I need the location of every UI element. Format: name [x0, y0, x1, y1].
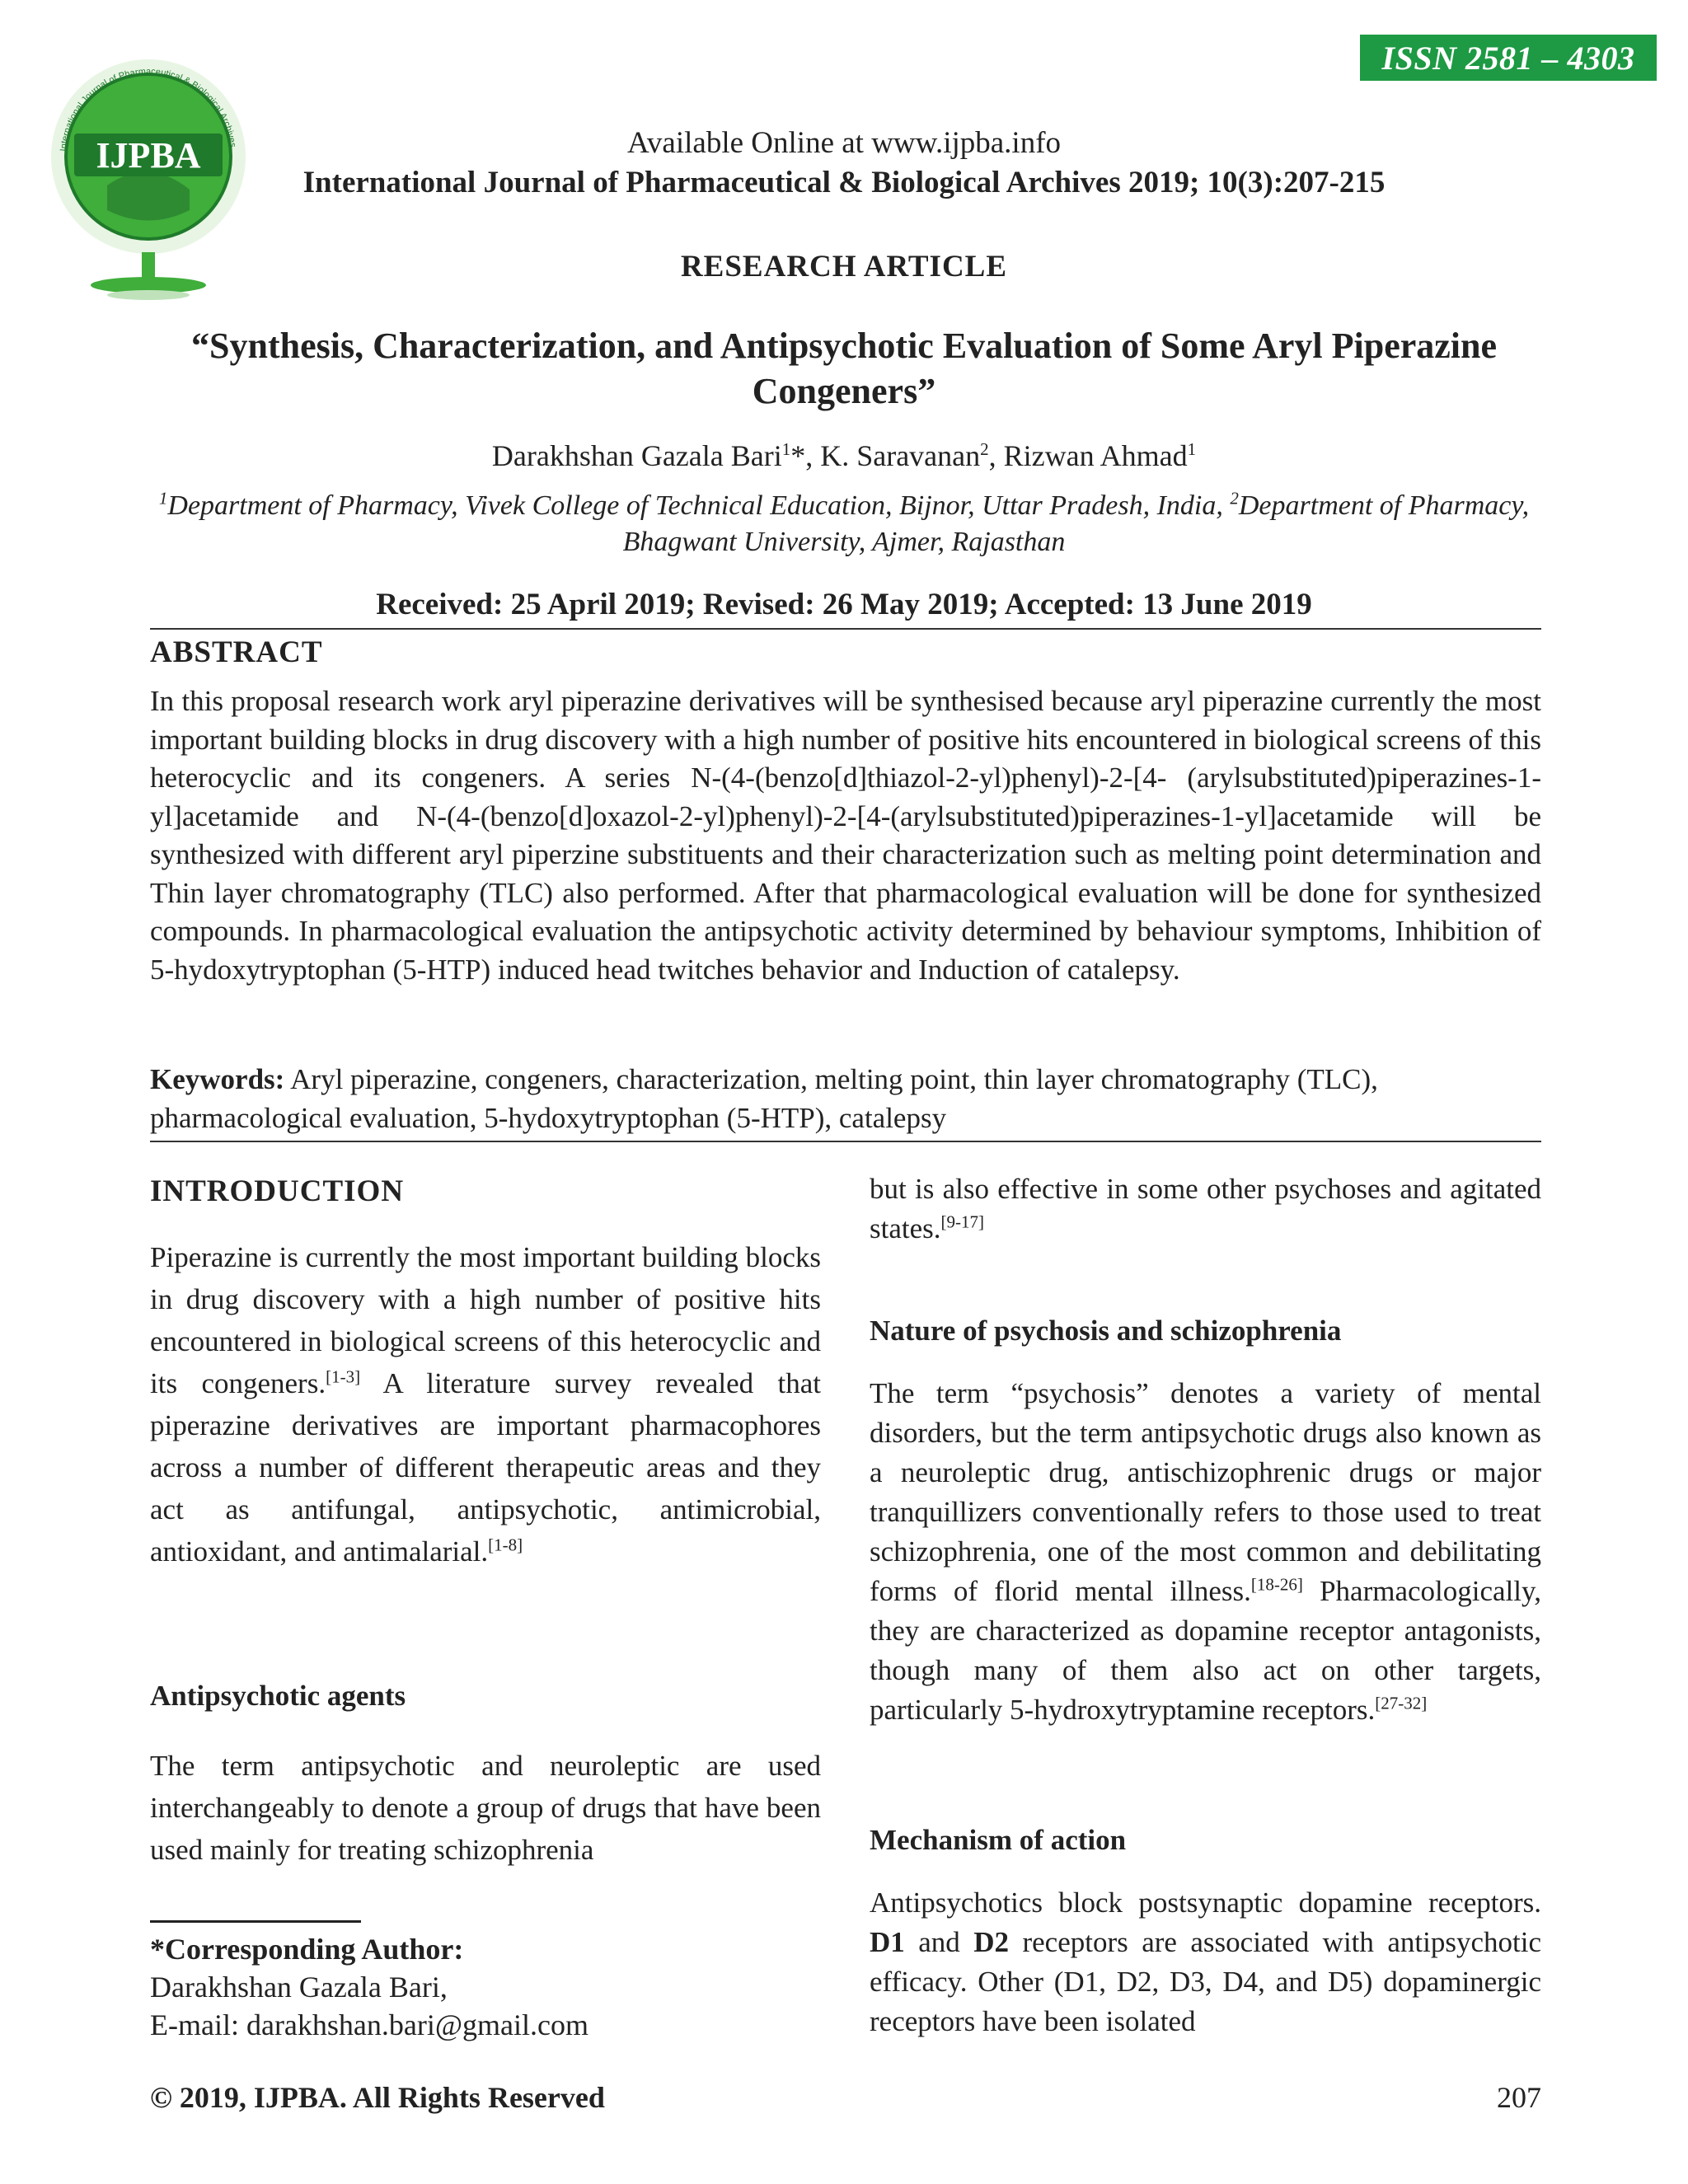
affiliation-1: Department of Pharmacy, Vivek College of Technical Education, Bijnor, Uttar Pradesh, India,: [167, 490, 1231, 521]
introduction-paragraph: Piperazine is currently the most important building blocks in drug discovery with a high number of positive hits encountered in biological screens of this heterocyclic and its congeners.[1-3] A literature survey revealed that piperazine derivatives are important pharmacophores across a number of different therapeutic areas and they act as antifungal, antipsychotic, antimicrobial, antioxidant, and antimalarial.[1-8]: [150, 1241, 821, 1568]
corresponding-author-label: *Corresponding Author:: [150, 1933, 464, 1966]
antipsychotic-agents-continued: but is also effective in some other psychoses and agitated states.[9-17]: [870, 1173, 1541, 1244]
logo-text: IJPBA: [96, 135, 201, 176]
article-type: RESEARCH ARTICLE: [680, 250, 1008, 284]
author-affiliation-sup: 1: [1187, 439, 1197, 459]
author-name: K. Saravanan: [820, 439, 981, 472]
keywords: [150, 1060, 1541, 1137]
abstract-body: In this proposal research work aryl piperazine derivatives will be synthesised because aryl piperazine currently the most important building blocks in drug discovery with a high number of positive hits encountered in biological screens of this heterocyclic and its congeners. A series N-(4-(benzo[d]thiazol-2-yl)phenyl)-2-[4- (arylsubstituted)piperazines-1-yl]acetamide and N-(4-(benzo[d]oxazol-2-yl)phenyl)-2-[4-(arylsubstituted)piperazines-1-yl]acetamide will be synthesized with different aryl piperzine substituents and their characterization such as melting point determination and Thin layer chromatography (TLC) also performed. After that pharmacological evaluation will be done for synthesized compounds. In pharmacological evaluation the antipsychotic activity determined by behaviour symptoms, Inhibition of 5-hydoxytryptophan (5-HTP) induced head twitches behavior and Induction of catalepsy.: [150, 685, 1541, 986]
nature-heading: Nature of psychosis and schizophrenia: [870, 1315, 1342, 1347]
logo-ring-text: International Journal of Pharmaceutical & Biological Archives: [59, 66, 238, 152]
footnote-divider: [150, 1920, 361, 1923]
antipsychotic-agents-heading: Antipsychotic agents: [150, 1680, 406, 1712]
page-number: 207: [1497, 2081, 1541, 2114]
corresponding-author-name: Darakhshan Gazala Bari,: [150, 1971, 448, 2004]
mechanism-paragraph: Antipsychotics block postsynaptic dopamine receptors. D1 and D2 receptors are associated with antipsychotic efficacy. Other (D1, D2, D3, D4, and D5) dopaminergic receptors have been isolated: [870, 1886, 1541, 2037]
affiliation-sup: 1: [158, 488, 168, 509]
article-title: “Synthesis, Characterization, and Antipsychotic Evaluation of Some Aryl Piperazine Congeners”: [191, 326, 1497, 411]
author-affiliation-sup: 2: [980, 439, 989, 459]
keywords-list: Aryl piperazine, congeners, characterization, melting point, thin layer chromatography (TLC), pharmacological evaluation, 5-hydoxytryptophan (5-HTP), catalepsy: [150, 1063, 1378, 1134]
citation: [1-3]: [326, 1366, 361, 1387]
corresponding-mark: *: [790, 439, 806, 472]
journal-citation: International Journal of Pharmaceutical & Biological Archives 2019; 10(3):207-215: [302, 166, 1386, 199]
author-list: Darakhshan Gazala Bari$^1$*, K. Saravanan$^2$, Rizwan Ahmad$^1$: [491, 439, 1197, 472]
introduction-heading: INTRODUCTION: [150, 1174, 405, 1208]
issn-badge: ISSN 2581 – 4303: [1360, 35, 1657, 81]
corresponding-author-email: E-mail: darakhshan.bari@gmail.com: [150, 2008, 588, 2041]
keywords-label: Keywords:: [150, 1063, 285, 1095]
affiliation-2: Department of Pharmacy, Bhagwant University, Ajmer, Rajasthan: [622, 490, 1530, 557]
antipsychotic-agents-paragraph: The term antipsychotic and neuroleptic are used interchangeably to denote a group of drugs that have been used mainly for treating schizophrenia: [150, 1750, 821, 1866]
author-affiliation-sup: 1: [781, 439, 791, 459]
copyright: © 2019, IJPBA. All Rights Reserved: [150, 2081, 605, 2114]
available-online: Available Online at www.ijpba.info: [626, 126, 1062, 160]
citation: [9-17]: [940, 1212, 984, 1232]
author-name: Rizwan Ahmad: [1003, 439, 1188, 472]
divider: [150, 628, 1541, 630]
nature-paragraph: The term “psychosis” denotes a variety of mental disorders, but the term antipsychotic drugs also known as a neuroleptic drug, antischizophrenic drugs or major tranquillizers conventionally refers to those used to treat schizophrenia, one of the most common and debilitating forms of florid mental illness.[18-26] Pharmacologically, they are characterized as dopamine receptor antagonists, though many of them also act on other targets, particularly 5-hydroxytryptamine receptors.[27-32]: [870, 1377, 1541, 1726]
affiliations: [140, 488, 1548, 560]
citation: [27-32]: [1375, 1693, 1428, 1713]
article-dates: Received: 25 April 2019; Revised: 26 May 2019; Accepted: 13 June 2019: [376, 588, 1312, 621]
affiliation-sup: 2: [1230, 488, 1239, 509]
mechanism-heading: Mechanism of action: [870, 1824, 1127, 1856]
abstract-heading: ABSTRACT: [150, 635, 323, 669]
citation: [18-26]: [1250, 1574, 1303, 1595]
divider: [150, 1141, 1541, 1142]
citation: [1-8]: [488, 1535, 523, 1555]
author-name: Darakhshan Gazala Bari: [491, 439, 782, 472]
